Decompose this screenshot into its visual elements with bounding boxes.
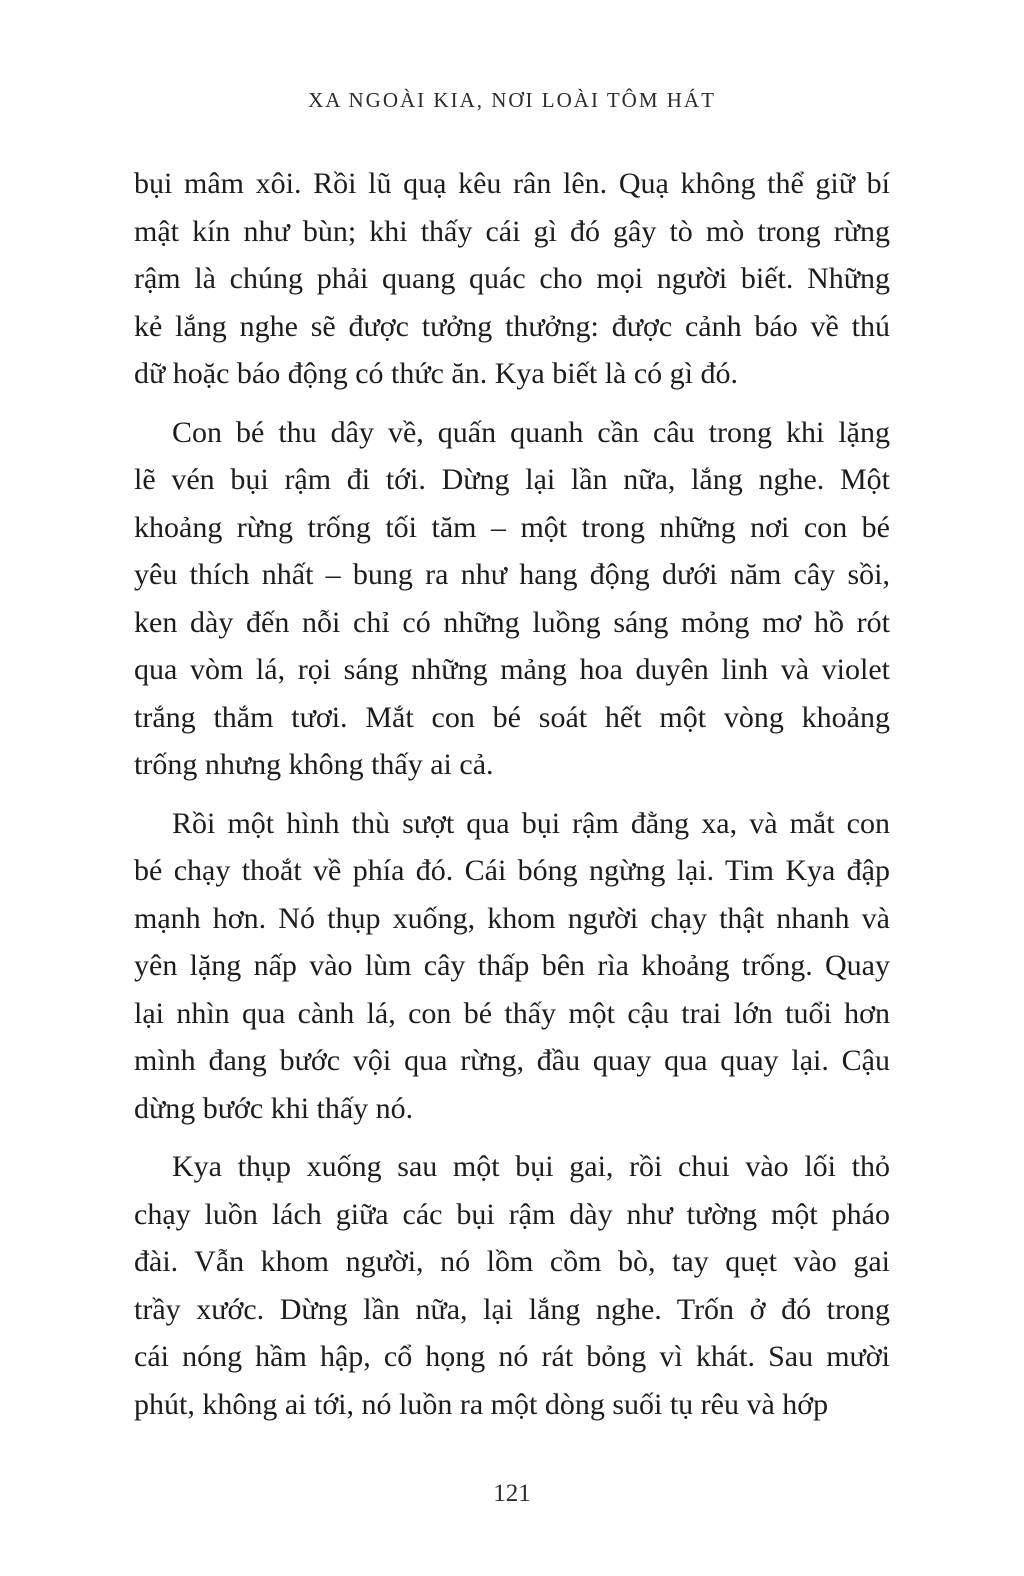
text-line: lẽ vén bụi rậm đi tới. Dừng lại lần nữa, lắng nghe. Một — [134, 463, 890, 496]
page-body — [134, 160, 890, 1439]
paragraph — [134, 800, 890, 1133]
text-line: yêu thích nhất – bung ra như hang động dưới năm cây sồi, — [134, 558, 890, 591]
text-line: lại nhìn qua cành lá, con bé thấy một cậu trai lớn tuổi hơn — [134, 996, 890, 1030]
text-line: khoảng rừng trống tối tăm – một trong những nơi con bé — [134, 510, 890, 544]
text-line: Con bé thu dây về, quấn quanh cần câu trong khi lặng — [172, 415, 890, 449]
page-number: 121 — [493, 1480, 531, 1507]
text-line: ken dày đến nỗi chỉ có những luồng sáng mỏng mơ hồ rót — [134, 605, 890, 639]
text-line: cái nóng hầm hập, cổ họng nó rát bỏng vì khát. Sau mười — [134, 1340, 890, 1373]
text-line: chạy luồn lách giữa các bụi rậm dày như tường một pháo — [134, 1197, 890, 1231]
text-line: mình đang bước vội qua rừng, đầu quay qua quay lại. Cậu — [134, 1044, 890, 1077]
text-line: trầy xước. Dừng lần nữa, lại lắng nghe. Trốn ở đó trong — [134, 1292, 890, 1326]
text-line: bụi mâm xôi. Rồi lũ quạ kêu rân lên. Quạ không thể giữ bí — [134, 167, 890, 200]
text-line: bé chạy thoắt về phía đó. Cái bóng ngừng lại. Tim Kya đập — [134, 854, 890, 887]
text-line: dừng bước khi thấy nó. — [134, 1091, 414, 1125]
text-line: Rồi một hình thù sượt qua bụi rậm đằng xa, và mắt con — [172, 806, 890, 840]
text-line: Kya thụp xuống sau một bụi gai, rồi chui vào lối thỏ — [172, 1150, 890, 1183]
paragraph — [134, 1143, 890, 1428]
text-line: trống nhưng không thấy ai cả. — [134, 748, 494, 781]
text-line: phút, không ai tới, nó luồn ra một dòng suối tụ rêu và hớp — [134, 1387, 829, 1421]
text-line: kẻ lắng nghe sẽ được tưởng thưởng: được cảnh báo về thú — [134, 309, 890, 343]
running-head: XA NGOÀI KIA, NƠI LOÀI TÔM HÁT — [308, 88, 716, 112]
text-line: mật kín như bùn; khi thấy cái gì đó gây tò mò trong rừng — [134, 214, 890, 248]
text-line: rậm là chúng phải quang quác cho mọi người biết. Những — [134, 262, 890, 295]
text-line: dữ hoặc báo động có thức ăn. Kya biết là có gì đó. — [134, 357, 739, 390]
text-line: đài. Vẫn khom người, nó lồm cồm bò, tay quẹt vào gai — [134, 1245, 890, 1278]
text-line: yên lặng nấp vào lùm cây thấp bên rìa khoảng trống. Quay — [134, 949, 890, 982]
text-line: trắng thắm tươi. Mắt con bé soát hết một vòng khoảng — [134, 700, 890, 734]
text-line: qua vòm lá, rọi sáng những mảng hoa duyên linh và violet — [134, 653, 890, 686]
paragraph — [134, 409, 890, 789]
text-line: mạnh hơn. Nó thụp xuống, khom người chạy thật nhanh và — [134, 901, 890, 935]
paragraph — [134, 160, 890, 398]
